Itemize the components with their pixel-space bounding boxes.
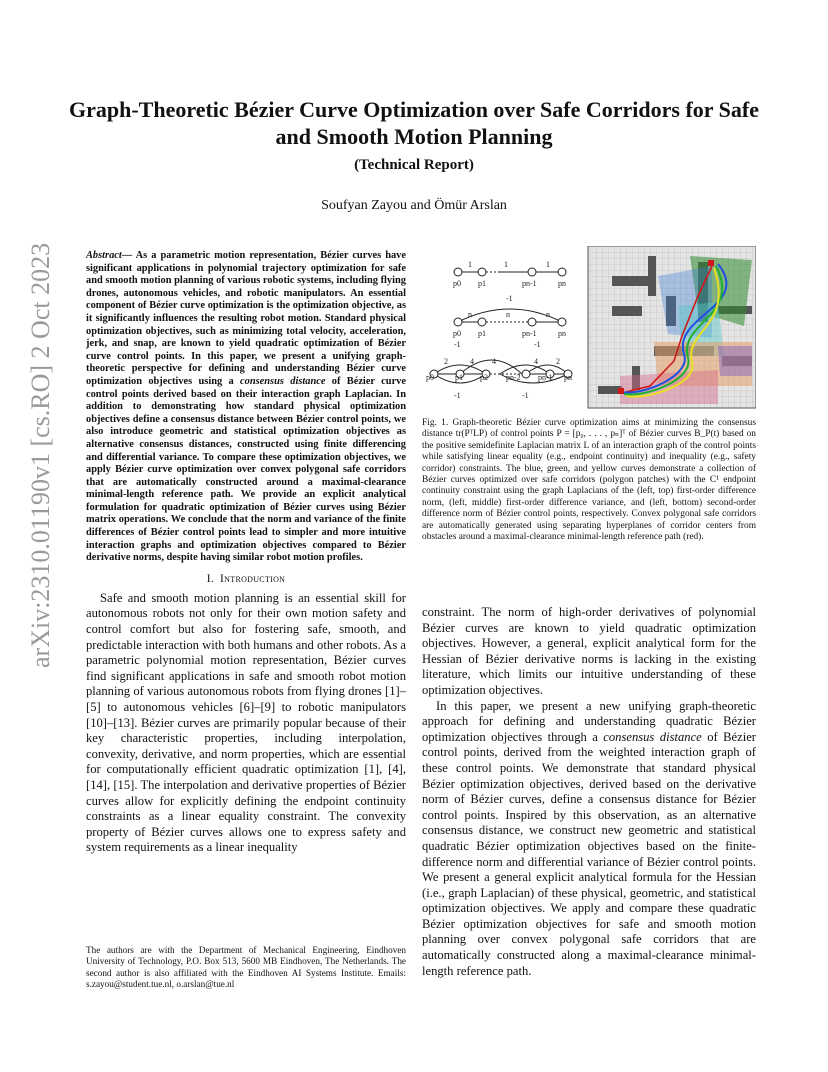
abstract-dash: — — [121, 250, 136, 261]
g1-weight: 1 — [504, 260, 508, 269]
abstract-lead: Abstract — [86, 250, 122, 261]
paper-subtitle: (Technical Report) — [354, 157, 474, 173]
g2-node: p1 — [478, 329, 486, 338]
right-paragraph-2 — [422, 699, 756, 980]
g3-node: p1 — [455, 373, 463, 382]
g3-weight: 4 — [534, 357, 538, 366]
g3-node: pn — [564, 373, 572, 382]
figure-graphic — [422, 246, 756, 411]
g3-arc: -1 — [454, 391, 461, 400]
section-number: I. — [206, 572, 215, 585]
g3-node: p0 — [426, 373, 434, 382]
right-p2-part-b: of Bézier control points, derived from the weighted interaction graph of these control points. We demonstrate that standard physical Bézier optimization objectives, derived based on the derivative norm of Bézier curves, define a consensus distance for Bézier control points. Inspired by this observation, as an alternative consensus distance, we construct new geometric and statistical quadratic Bézier optimization objectives based on the finite-difference norm and differential variance of Bézier control points. We present a general explicit analytical formula for the Hessian (i.e., graph Laplacian) of these physical, geometric, and statistical optimization objectives. We apply and compare these quadratic Bézier optimization objectives for safe and smooth motion planning over convex polygonal safe corridors that are automatically constructed along a maximal-clearance minimal-length reference path. — [422, 729, 756, 978]
g3-weight: 4 — [470, 357, 474, 366]
corridor-map — [588, 246, 756, 408]
paper-authors: Soufyan Zayou and Ömür Arslan — [321, 198, 507, 213]
right-p2-em: consensus distance — [603, 729, 702, 744]
g1-node: p1 — [478, 279, 486, 288]
section-heading — [86, 573, 406, 585]
g3-weight: 4 — [492, 357, 496, 366]
g1-node: p0 — [453, 279, 461, 288]
g2-top: -1 — [506, 294, 513, 303]
g2-weight: n — [546, 310, 550, 319]
left-column — [86, 250, 406, 856]
g3-node: pn-2 — [506, 373, 521, 382]
g2-node: pn-1 — [522, 329, 537, 338]
g2-node: p0 — [453, 329, 461, 338]
figure-caption: Fig. 1. Graph-theoretic Bézier curve optimization aims at minimizing the consensus distance tr(PᵀLP) of control points P = [p₀, . . . , pₙ]ᵀ of Bézier curves B_P(t) based on the positive semidefinite Laplacian matrix L of an interaction graph of the control points while satisfying linear equality (e.g., endpoint continuity) and inequality (e.g., safety corridor) constraints. The blue, green, and yellow curves demonstrate a collection of Bézier curves optimized over safe corridors (polygon patches) with the C¹ endpoint continuity constraint using the graph Laplacians of the (left, top) first-order difference norm, (left, middle) first-order difference variance, and (left, bottom) second-order difference norm of Bézier control points, respectively. Convex polygonal safe corridors are automatically generated using separating hyperplanes of corridor centers from obstacles around a maximal-clearance minimal-length reference path (red). — [422, 418, 756, 543]
g1-weight: 1 — [468, 260, 472, 269]
g3-arc: -1 — [522, 391, 529, 400]
abstract-part1: As a parametric motion representation, Bézier curves have significant applications in polynomial trajectory optimization for safe and smooth motion planning of various robotic systems, including flying drones, autonomous vehicles, and robotic manipulators. An essential component of Bézier curve optimization is the optimization objective, as it significantly influences the resulting robot motion. Standard physical optimization objectives, such as minimizing total velocity, acceleration, jerk, and snap, are known to yield quadratic optimization of Bézier curve control points. In this paper, we present a unifying graph-theoretic perspective for defining and understanding Bézier curve optimization objectives using a — [86, 250, 406, 387]
graph-first-order-variance — [453, 294, 566, 338]
intro-paragraph: Safe and smooth motion planning is an essential skill for autonomous robots not only for their own motion safety and control comfort but also for fostering safe, smooth, and predictable interaction with both humans and other robots. As a parametric polynomial motion representation, Bézier curves find significant applications in safe and smooth robot motion planning of various autonomous robots from flying drones [1]–[5] to autonomous vehicles [6]–[9] to robotic manipulators [10]–[13]. Bézier curves are primarily popular because of their key characteristic properties, including interpolation, convexity, derivative, and norm properties, which are essential for computationally efficient quadratic optimization [1], [4], [14], [15]. The interpolation and derivative properties of Bézier curves allow for explicitly defining the endpoint continuity constraints as a linear equality constraint. The convexity property of Bézier curves allows one to express safety and system requirements as a linear inequality — [86, 590, 406, 855]
g3-node: p2 — [480, 373, 488, 382]
graph-first-order-norm — [453, 260, 566, 288]
g1-weight: 1 — [546, 260, 550, 269]
figure-1 — [422, 246, 756, 411]
abstract-part2: of Bézier curve control points derived based on their interaction graph Laplacian. In addition to demonstrating how standard physical optimization objectives define a consensus distance between Bézier control points, we also introduce geometric and statistical optimization objectives as alternative consensus distances, constructed using finite differencing and differential variance. To compare these optimization objectives, we apply Bézier curve optimization over convex polygonal safe corridors that are automatically constructed around a maximal-clearance minimal-length reference path. We provide an explicit analytical formulation for quadratic optimization of Bézier curves using Bézier matrix operations. We conclude that the norm and variance of the finite differences of Bézier control points lead to simpler and more intuitive interaction graphs and optimization objectives compared to Bézier derivative norms, despite having similar robot motion profiles. — [86, 375, 406, 564]
abstract — [86, 250, 406, 565]
g2-weight: n — [506, 310, 510, 319]
g3-arc: -1 — [534, 340, 541, 349]
figure-caption-block — [422, 418, 756, 543]
paper-title: Graph-Theoretic Bézier Curve Optimization over Safe Corridors for Safe and Smooth Motion Planning — [68, 97, 759, 149]
arxiv-stamp: arXiv:2310.01190v1 [cs.RO] 2 Oct 2023 — [26, 242, 55, 668]
g3-weight: 2 — [556, 357, 560, 366]
g3-weight: 2 — [444, 357, 448, 366]
right-paragraph-1: constraint. The norm of high-order derivatives of polynomial Bézier curves are known to yield quadratic optimization objectives. However, a general, explicit analytical form for the Hessian of Bézier derivative norms is lacking in the existing literature, which limits our intuitive understanding of these optimization objectives. — [422, 605, 756, 697]
footnote: The authors are with the Department of Mechanical Engineering, Eindhoven University of Technology, P.O. Box 513, 5600 MB Eindhoven, The Netherlands. The second author is also affiliated with the Eindhoven AI Systems Institute. Emails: s.zayou@student.tue.nl, o.arslan@tue.nl — [86, 945, 406, 990]
g1-node: pn — [558, 279, 566, 288]
g2-node: pn — [558, 329, 566, 338]
abstract-em: consensus distance — [240, 375, 326, 387]
g1-node: pn-1 — [522, 279, 537, 288]
right-p2-part-a: In this paper, we present a new unifying graph-theoretic approach for defining and understanding quadratic Bézier optimization objectives through a — [422, 698, 756, 744]
graph-second-order-norm — [426, 340, 572, 400]
g3-arc: -1 — [454, 340, 461, 349]
section-title: Introduction — [220, 572, 286, 585]
g2-weight: n — [468, 310, 472, 319]
right-column — [422, 605, 756, 979]
g3-node: pn-1 — [538, 373, 553, 382]
